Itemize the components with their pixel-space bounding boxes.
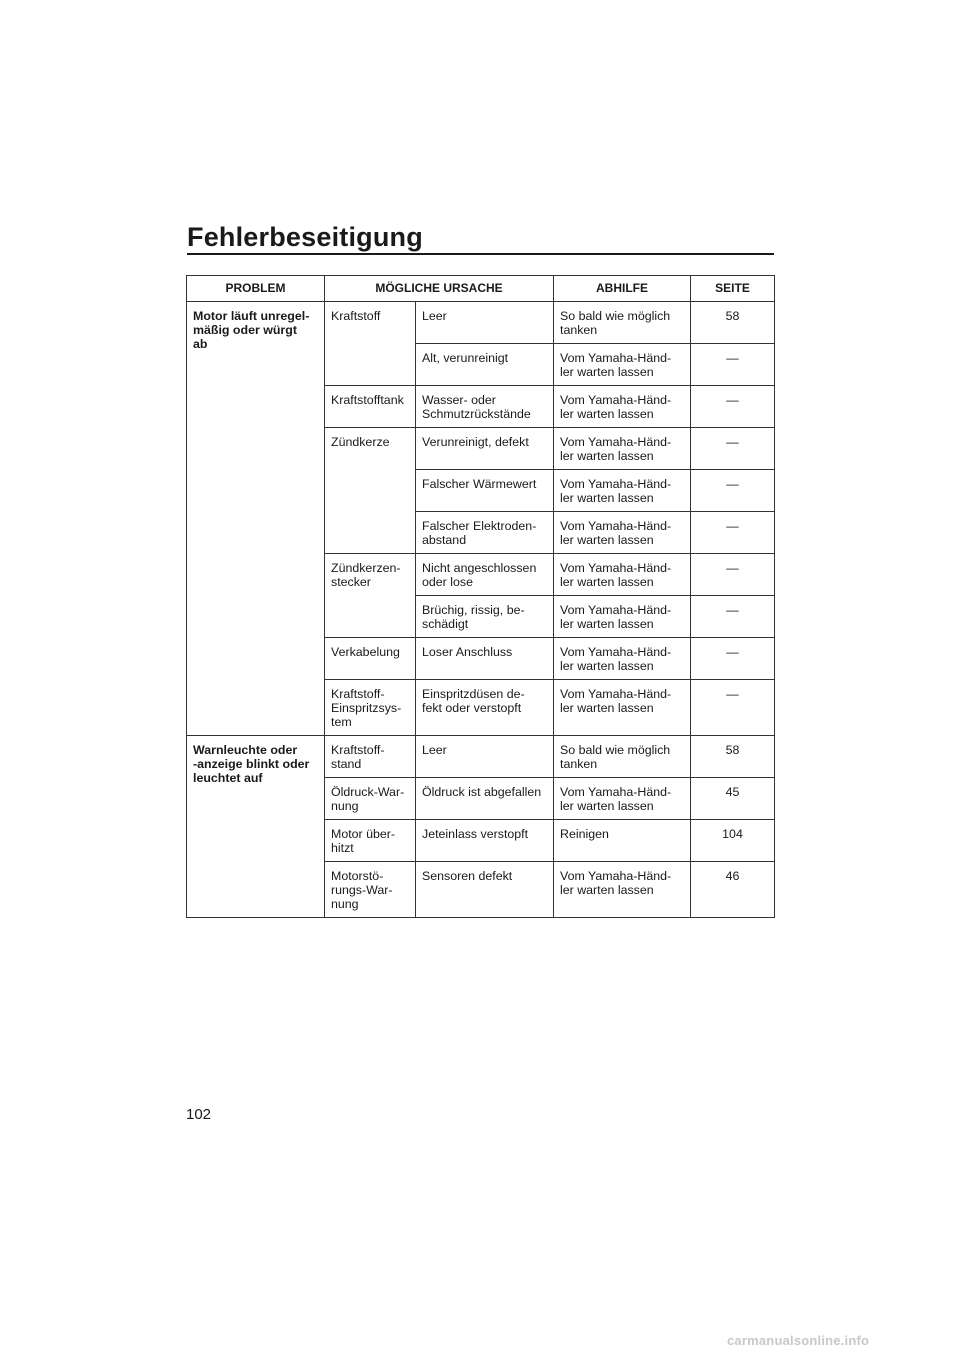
page-cell: —: [691, 470, 775, 512]
remedy-cell: So bald wie möglich tanken: [554, 302, 691, 344]
component-cell: Zündkerzen- stecker: [325, 554, 416, 638]
cause-cell: Einspritzdüsen de- fekt oder verstopft: [416, 680, 554, 736]
page-cell: —: [691, 638, 775, 680]
header-remedy: ABHILFE: [554, 276, 691, 302]
table-row: [187, 302, 775, 344]
cause-cell: Nicht angeschlossen oder lose: [416, 554, 554, 596]
cause-cell: Loser Anschluss: [416, 638, 554, 680]
page-cell: —: [691, 386, 775, 428]
page-title: Fehlerbeseitigung: [187, 222, 423, 252]
cause-cell: Falscher Elektroden- abstand: [416, 512, 554, 554]
page-cell: —: [691, 512, 775, 554]
troubleshooting-table: [186, 275, 775, 918]
component-cell: Kraftstofftank: [325, 386, 416, 428]
page-cell: —: [691, 428, 775, 470]
page-cell: 58: [691, 302, 775, 344]
component-cell: Verkabelung: [325, 638, 416, 680]
cause-cell: Öldruck ist abgefallen: [416, 778, 554, 820]
page-cell: —: [691, 554, 775, 596]
page-cell: 45: [691, 778, 775, 820]
cause-cell: Leer: [416, 302, 554, 344]
remedy-cell: Vom Yamaha-Händ- ler warten lassen: [554, 862, 691, 918]
cause-cell: Alt, verunreinigt: [416, 344, 554, 386]
remedy-cell: Vom Yamaha-Händ- ler warten lassen: [554, 428, 691, 470]
component-cell: Kraftstoff- stand: [325, 736, 416, 778]
table-header-row: [187, 276, 775, 302]
remedy-cell: Vom Yamaha-Händ- ler warten lassen: [554, 638, 691, 680]
header-page: SEITE: [691, 276, 775, 302]
page-cell: —: [691, 680, 775, 736]
cause-cell: Sensoren defekt: [416, 862, 554, 918]
cause-cell: Leer: [416, 736, 554, 778]
remedy-cell: Vom Yamaha-Händ- ler warten lassen: [554, 386, 691, 428]
remedy-cell: So bald wie möglich tanken: [554, 736, 691, 778]
page-cell: 104: [691, 820, 775, 862]
remedy-cell: Vom Yamaha-Händ- ler warten lassen: [554, 778, 691, 820]
remedy-cell: Vom Yamaha-Händ- ler warten lassen: [554, 470, 691, 512]
remedy-cell: Vom Yamaha-Händ- ler warten lassen: [554, 554, 691, 596]
table-row: [187, 736, 775, 778]
cause-cell: Verunreinigt, defekt: [416, 428, 554, 470]
remedy-cell: Vom Yamaha-Händ- ler warten lassen: [554, 512, 691, 554]
component-cell: Motor über- hitzt: [325, 820, 416, 862]
remedy-cell: Reinigen: [554, 820, 691, 862]
title-underline: [187, 253, 774, 255]
cause-cell: Wasser- oder Schmutzrückstände: [416, 386, 554, 428]
remedy-cell: Vom Yamaha-Händ- ler warten lassen: [554, 680, 691, 736]
component-cell: Zündkerze: [325, 428, 416, 554]
remedy-cell: Vom Yamaha-Händ- ler warten lassen: [554, 596, 691, 638]
component-cell: Kraftstoff- Einspritzsys- tem: [325, 680, 416, 736]
page-cell: 58: [691, 736, 775, 778]
header-problem: PROBLEM: [187, 276, 325, 302]
component-cell: Öldruck-War- nung: [325, 778, 416, 820]
problem-cell: Motor läuft unregel- mäßig oder würgt ab: [187, 302, 325, 736]
page-cell: 46: [691, 862, 775, 918]
component-cell: Motorstö- rungs-War- nung: [325, 862, 416, 918]
problem-cell: Warnleuchte oder -anzeige blinkt oder leuchtet auf: [187, 736, 325, 918]
remedy-cell: Vom Yamaha-Händ- ler warten lassen: [554, 344, 691, 386]
page-cell: —: [691, 596, 775, 638]
component-cell: Kraftstoff: [325, 302, 416, 386]
header-cause: MÖGLICHE URSACHE: [325, 276, 554, 302]
page-number: 102: [186, 1106, 212, 1123]
watermark: carmanualsonline.info: [727, 1333, 870, 1348]
page-cell: —: [691, 344, 775, 386]
cause-cell: Brüchig, rissig, be- schädigt: [416, 596, 554, 638]
cause-cell: Jeteinlass verstopft: [416, 820, 554, 862]
cause-cell: Falscher Wärmewert: [416, 470, 554, 512]
